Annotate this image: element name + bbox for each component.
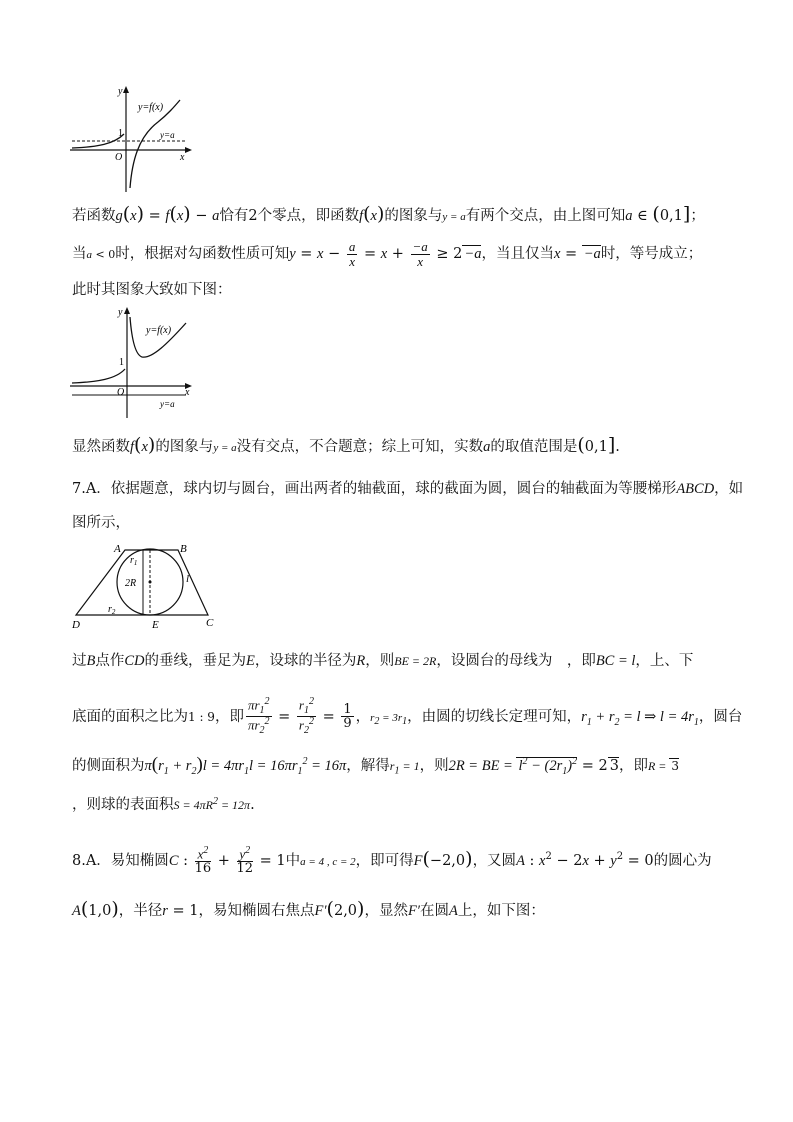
paragraph-6: 图所示， [72,515,130,531]
paragraph-9: 的侧面积为$\pi(r_1 + r_2)l = 4\pi r_1l = 16\pi r_1^2 = 16\pi$，解得$r_1 = 1$，则2R = BE = $l^2 - (2r_1)^2 = 2$ 3，即R = 3 [72,754,680,777]
paragraph-7: 过B点作CD的垂线，垂足为E，设球的半径为R，则BE = 2R，设圆台的母线为 ，即BC = l，上、下 [72,653,694,669]
label-A: A [114,543,121,555]
label-2R: 2R [125,578,137,589]
graph-1-x-label: x [180,152,185,163]
graph-1-curve-label: y=f(x) [138,102,164,113]
paragraph-4: 显然函数f(x)的图象与y = a没有交点，不合题意；综上可知，实数a的取值范围是(0,1]. [72,434,620,456]
paragraph-12: A(1,0)，半径r = 1，易知椭圆右焦点F′(2,0)，显然F′在圆A上，如下图： [72,898,545,920]
center-point [149,581,152,584]
paragraph-10: ，则球的表面积$S = 4\pi R^2 = 12\pi$. [72,796,255,813]
graph-2-y-arrow [124,307,130,314]
graph-2-line-label: y=a [160,399,175,409]
paragraph-8: 底面的面积之比为1 : 9，即 $\frac{\pi r_1^2}{\pi r_2^2}$ = $\frac{r_1^2}{r_2^2}$ = $\frac{1}{9}$ ，$r_2 = 3r_1$，由圆的切线长定理可知，$r_1 + r_2 = l$ ⇒ $l = 4r_1$，圆台 [72,696,743,737]
label-r2: $r_2$ [108,604,116,616]
graph-1-y-arrow [123,86,129,93]
label-B: B [180,543,187,555]
graph-2-right-branch [130,317,186,357]
graph-2-curve-label: y=f(x) [146,325,172,336]
label-r1: $r_1$ [130,555,138,567]
graph-2-x-label: x [185,387,190,398]
graph-1-x-arrow [185,147,192,153]
graph-2-left-branch [72,369,125,383]
paragraph-5: 7.A．依据题意，球内切与圆台，画出两者的轴截面，球的截面为圆，圆台的轴截面为等腰梯形ABCD，如 [72,481,744,497]
graph-2-figure [68,303,198,421]
graph-1-one-label: 1 [118,128,123,139]
graph-2-one-label: 1 [119,357,124,368]
paragraph-2: 当a < 0时，根据对勾函数性质可知y = x − $\frac{a}{x}$ = x + $\frac{-a}{x}$ ≥ 2 −a，当且仅当x = −a时，等号成立； [72,239,703,269]
paragraph-3: 此时其图象大致如下图： [72,282,232,298]
trapezoid-figure [68,542,228,630]
label-D: D [72,619,80,630]
graph-2-origin: O [117,387,125,398]
label-l: l [186,573,190,585]
paragraph-1: 若函数g(x) = f(x) − a恰有2个零点，即函数f(x)的图象与y = a有两个交点，由上图可知a ∈ (0,1]； [72,203,705,225]
paragraph-11: 8.A．易知椭圆C : $\frac{x^2}{16}$ + $\frac{y^2}{12}$ = 1中a = 4 , c = 2，即可得F(−2,0)，又圆A : $x^2 - 2x + y^2 = 0$的圆心为 [72,845,712,876]
graph-1-origin: O [115,152,123,163]
graph-1-right-branch [130,100,180,188]
label-E: E [152,619,159,630]
graph-1-figure [68,82,198,194]
graph-1-line-label: y=a [160,130,175,140]
label-C: C [206,617,214,629]
graph-2-y-label: y [118,307,123,318]
graph-1-y-label: y [118,86,123,97]
